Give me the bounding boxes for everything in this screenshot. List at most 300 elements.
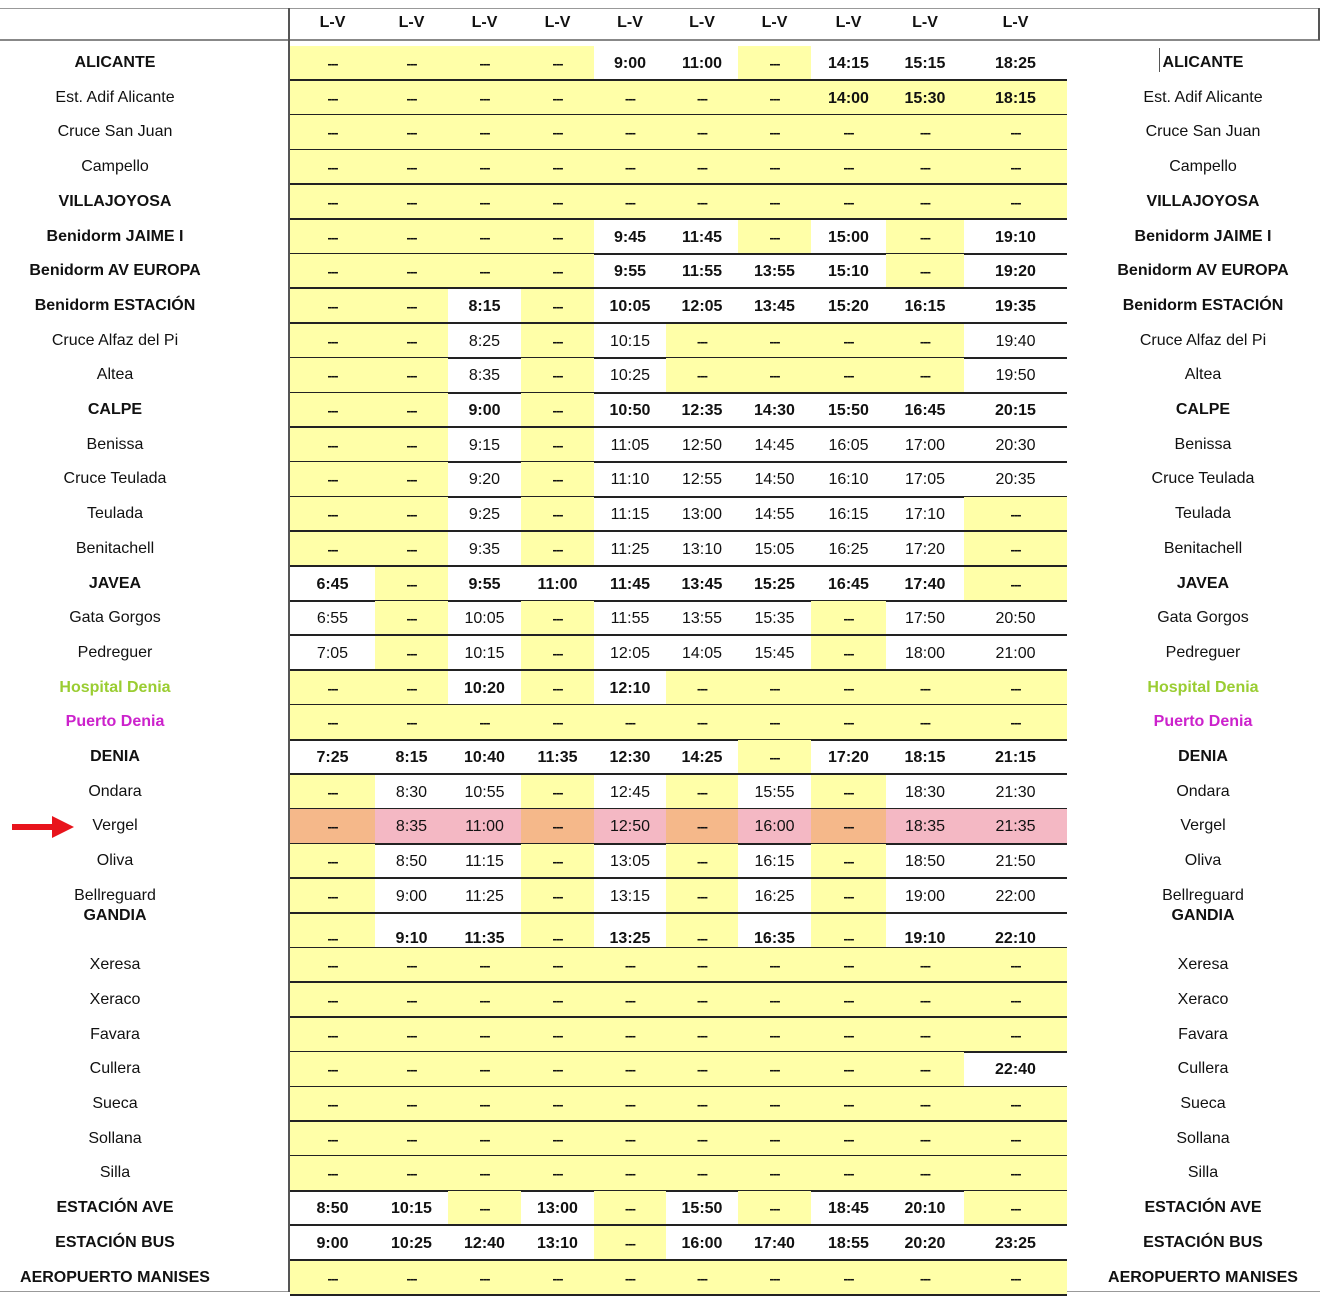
time-cell: --- [552, 194, 563, 210]
time-cell: --- [769, 1131, 780, 1147]
row-divider [290, 1224, 1067, 1226]
time-cell: --- [406, 403, 417, 418]
time-cell: --- [625, 1166, 635, 1182]
time-cell: 12:35 [681, 402, 723, 419]
time-cell: --- [552, 472, 563, 488]
station-label-right: Silla [1187, 1164, 1219, 1182]
time-cell: --- [327, 298, 338, 314]
station-label-right: Vergel [1180, 817, 1226, 835]
time-cell: --- [769, 160, 780, 176]
time-cell: 12:10 [609, 679, 651, 697]
time-cell: 12:40 [464, 1234, 505, 1252]
time-cell: 12:50 [609, 818, 651, 836]
time-cell: 8:15 [395, 749, 428, 766]
time-cell: 11:45 [609, 575, 651, 593]
time-cell: --- [479, 1027, 490, 1043]
column-header: L-V [1002, 14, 1029, 31]
column-header: L-V [544, 14, 571, 31]
time-cell: --- [843, 194, 854, 210]
station-label-left: Sollana [88, 1129, 142, 1147]
time-cell: 10:05 [609, 297, 651, 315]
time-cell: --- [552, 229, 563, 245]
station-label-left: Cruce Teulada [63, 470, 167, 488]
time-cell: 11:00 [681, 55, 723, 72]
time-cell: 13:00 [537, 1200, 578, 1218]
time-cell: --- [625, 1062, 635, 1078]
station-label-right: VILLAJOYOSA [1146, 192, 1260, 210]
time-cell: --- [769, 958, 780, 974]
time-cell: --- [406, 507, 417, 523]
time-cell: --- [552, 437, 563, 453]
time-cell: --- [327, 125, 338, 141]
station-label-right: Benissa [1174, 435, 1232, 453]
time-cell: 8:15 [468, 297, 501, 315]
time-cell: 9:00 [468, 402, 501, 419]
column-header: L-V [398, 14, 425, 31]
time-cell: --- [406, 576, 417, 592]
time-cell: 16:10 [828, 471, 869, 489]
time-cell: 13:00 [681, 506, 723, 524]
time-cell: 14:50 [754, 471, 795, 489]
time-cell: 13:15 [609, 887, 651, 905]
time-cell: 11:55 [681, 263, 723, 281]
time-cell: --- [625, 1201, 635, 1217]
time-cell: 22:10 [995, 929, 1036, 947]
time-cell: --- [920, 125, 930, 141]
time-cell: 19:35 [995, 297, 1036, 315]
time-cell: --- [1010, 680, 1021, 696]
time-cell: --- [479, 1097, 490, 1112]
time-cell: --- [843, 1062, 854, 1078]
time-cell: --- [552, 368, 563, 384]
time-cell: 6:45 [316, 575, 349, 593]
time-cell: --- [1010, 541, 1021, 557]
time-cell: 10:50 [609, 402, 651, 419]
time-cell: --- [552, 958, 563, 974]
time-cell: 15:05 [754, 540, 795, 558]
time-cell: 13:10 [681, 540, 723, 558]
time-cell: --- [843, 368, 854, 384]
time-cell: 19:40 [995, 332, 1036, 350]
time-cell: --- [552, 1062, 563, 1078]
time-cell: --- [843, 784, 854, 800]
station-label-left: Altea [96, 366, 134, 384]
time-cell: 18:25 [995, 55, 1036, 72]
time-cell: --- [697, 333, 707, 349]
time-cell: 23:25 [995, 1234, 1036, 1252]
time-cell: --- [552, 333, 563, 349]
time-cell: --- [769, 56, 780, 71]
time-cell: --- [479, 1270, 490, 1286]
station-label-right: ESTACIÓN AVE [1144, 1199, 1262, 1217]
time-cell: --- [843, 160, 854, 176]
time-cell: --- [479, 90, 490, 106]
time-cell: 10:20 [464, 679, 505, 697]
time-cell: --- [697, 819, 707, 835]
time-cell: --- [843, 1166, 854, 1182]
time-cell: 14:15 [828, 55, 869, 72]
time-cell: --- [697, 784, 707, 800]
time-cell: 16:05 [828, 436, 869, 454]
station-label-left: Favara [90, 1025, 140, 1043]
time-cell: 17:20 [828, 749, 869, 766]
time-cell: 12:05 [681, 297, 723, 315]
time-cell: 16:35 [754, 929, 795, 947]
time-cell: --- [1010, 1027, 1021, 1043]
time-cell: --- [406, 472, 417, 488]
time-cell: --- [327, 403, 338, 418]
time-cell: 17:50 [904, 610, 946, 628]
time-cell: 12:50 [681, 436, 723, 454]
time-cell: --- [1010, 958, 1021, 974]
time-cell: --- [843, 1131, 854, 1147]
time-cell: --- [769, 333, 780, 349]
time-cell: --- [625, 958, 635, 974]
time-cell: --- [406, 680, 417, 696]
time-cell: 11:10 [610, 471, 650, 489]
column-header: L-V [319, 14, 346, 31]
time-cell: --- [327, 854, 338, 870]
time-cell: --- [920, 368, 930, 384]
station-label-left: Hospital Denia [59, 678, 171, 696]
time-cell: 11:35 [464, 929, 505, 947]
station-label-right: Benidorm JAIME I [1134, 227, 1272, 245]
station-label-left: Gata Gorgos [69, 609, 161, 627]
column-header: L-V [761, 14, 788, 31]
time-cell: 15:35 [754, 610, 795, 628]
time-cell: --- [327, 229, 338, 245]
time-cell: 21:15 [995, 749, 1036, 766]
station-label-right: JAVEA [1176, 574, 1230, 592]
time-cell: 14:00 [828, 89, 869, 107]
time-cell: --- [920, 958, 930, 974]
time-cell: --- [1010, 1201, 1021, 1217]
time-cell: 10:40 [464, 749, 505, 766]
time-cell: --- [406, 125, 417, 141]
time-cell: --- [697, 368, 707, 384]
time-cell: 11:35 [537, 749, 578, 766]
time-cell: --- [920, 1062, 930, 1078]
station-label-left: ESTACIÓN BUS [55, 1233, 175, 1251]
time-cell: --- [479, 194, 490, 210]
row-divider [290, 1294, 1067, 1296]
time-cell: --- [327, 819, 338, 835]
time-cell: --- [406, 56, 417, 71]
station-label-left: Cullera [89, 1060, 141, 1078]
time-cell: --- [843, 888, 854, 904]
station-label-right: Bellreguard [1162, 886, 1244, 904]
time-cell: --- [625, 992, 635, 1008]
time-cell: 13:45 [754, 297, 795, 315]
time-cell: --- [769, 1097, 780, 1112]
time-cell: --- [1010, 1097, 1021, 1112]
time-cell: --- [769, 750, 780, 765]
time-cell: --- [697, 90, 707, 106]
time-cell: --- [552, 507, 563, 523]
time-cell: --- [1010, 507, 1021, 523]
time-cell: 9:45 [613, 228, 647, 246]
station-label-right: Est. Adif Alicante [1143, 88, 1263, 106]
time-cell: --- [843, 715, 854, 731]
station-label-left: Benissa [86, 435, 144, 453]
time-cell: 14:55 [754, 506, 795, 524]
time-cell: --- [552, 611, 563, 627]
time-cell: --- [406, 90, 417, 106]
time-cell: --- [843, 854, 854, 870]
time-cell: --- [479, 56, 490, 71]
time-cell: --- [843, 125, 854, 141]
time-cell: 13:55 [754, 263, 795, 281]
time-cell: --- [1010, 160, 1021, 176]
time-cell: --- [697, 958, 707, 974]
time-cell: --- [625, 1270, 635, 1286]
time-cell: 8:35 [395, 818, 428, 836]
time-cell: 9:00 [395, 887, 428, 905]
station-label-right: Cruce San Juan [1145, 123, 1261, 141]
time-cell: --- [625, 125, 635, 141]
station-label-left: Teulada [86, 505, 144, 523]
time-cell: --- [327, 1166, 338, 1182]
station-label-left: Sueca [92, 1095, 138, 1112]
time-cell: --- [843, 333, 854, 349]
time-cell: --- [327, 1027, 338, 1043]
time-cell: --- [1010, 1270, 1021, 1286]
time-cell: 16:15 [828, 506, 869, 524]
station-label-right: Cullera [1177, 1060, 1229, 1078]
time-cell: --- [552, 645, 563, 661]
time-cell: --- [920, 1027, 930, 1043]
station-label-left: Vergel [92, 817, 138, 835]
top-border [0, 8, 1320, 9]
time-cell: --- [327, 90, 338, 106]
time-cell: --- [769, 1270, 780, 1286]
time-cell: --- [479, 1166, 490, 1182]
time-cell: --- [697, 680, 707, 696]
time-cell: --- [327, 507, 338, 523]
time-cell: --- [406, 333, 417, 349]
time-cell: --- [552, 541, 563, 557]
time-cell: 15:15 [904, 55, 946, 72]
time-cell: --- [552, 1166, 563, 1182]
time-cell: --- [697, 1131, 707, 1147]
station-label-left: Benitachell [75, 539, 155, 557]
time-cell: --- [552, 992, 563, 1008]
time-cell: 17:40 [754, 1234, 795, 1252]
station-label-right: Xeraco [1177, 990, 1229, 1008]
time-cell: 9:55 [468, 575, 501, 593]
time-cell: 14:30 [754, 402, 795, 419]
time-cell: 18:45 [828, 1200, 869, 1218]
station-label-right: Puerto Denia [1153, 713, 1253, 731]
station-label-right: Ondara [1176, 782, 1230, 800]
header-bottom-border [0, 39, 1320, 41]
time-cell: --- [920, 194, 930, 210]
time-cell: --- [479, 229, 490, 245]
station-label-right: Sollana [1176, 1129, 1230, 1147]
time-cell: 9:00 [316, 1234, 349, 1252]
station-label-right: Gata Gorgos [1157, 609, 1249, 627]
time-cell: --- [625, 1027, 635, 1043]
time-cell: --- [769, 194, 780, 210]
time-cell: 16:45 [828, 575, 869, 593]
time-cell: 11:45 [681, 228, 723, 246]
time-cell: --- [327, 437, 338, 453]
time-cell: --- [697, 194, 707, 210]
time-cell: --- [479, 715, 490, 731]
time-cell: 15:55 [754, 783, 795, 801]
time-cell: --- [406, 1270, 417, 1286]
time-cell: --- [327, 333, 338, 349]
time-cell: 8:50 [316, 1200, 349, 1218]
station-label-right: ALICANTE [1162, 54, 1244, 71]
time-cell: --- [625, 90, 635, 106]
time-cell: --- [697, 888, 707, 904]
time-cell: --- [327, 680, 338, 696]
time-cell: --- [552, 1097, 563, 1112]
time-cell: --- [327, 368, 338, 384]
time-cell: 6:55 [316, 610, 349, 628]
time-cell: 18:00 [904, 644, 946, 662]
time-cell: --- [769, 680, 780, 696]
time-cell: --- [479, 1131, 490, 1147]
station-label-right: Sueca [1180, 1095, 1226, 1112]
time-cell: 15:20 [828, 297, 869, 315]
time-cell: 10:55 [464, 783, 505, 801]
station-label-right: GANDIA [1171, 906, 1235, 924]
time-cell: 15:50 [681, 1200, 723, 1218]
time-cell: --- [327, 930, 338, 946]
station-label-left: Pedreguer [77, 643, 153, 661]
time-cell: --- [843, 611, 854, 627]
time-cell: --- [920, 715, 930, 731]
station-label-right: Altea [1184, 366, 1222, 384]
time-cell: 11:55 [610, 610, 650, 628]
time-cell: 20:30 [995, 436, 1036, 454]
time-cell: 19:00 [904, 887, 946, 905]
time-cell: 19:20 [995, 263, 1036, 281]
time-cell: --- [843, 1097, 854, 1112]
time-cell: --- [327, 541, 338, 557]
time-cell: --- [552, 854, 563, 870]
time-cell: --- [697, 715, 707, 731]
station-label-left: ESTACIÓN AVE [56, 1199, 174, 1217]
time-cell: 9:55 [613, 263, 647, 281]
station-label-right: Cruce Alfaz del Pi [1139, 331, 1267, 349]
time-cell: --- [327, 194, 338, 210]
station-label-right: ESTACIÓN BUS [1143, 1233, 1263, 1251]
time-cell: 12:30 [609, 749, 651, 766]
time-cell: --- [769, 90, 780, 106]
time-cell: 14:25 [681, 749, 723, 766]
time-cell: --- [1010, 1131, 1021, 1147]
time-cell: 11:05 [610, 436, 650, 454]
time-cell: --- [552, 888, 563, 904]
time-cell: --- [479, 1201, 490, 1217]
time-cell: 13:10 [537, 1234, 578, 1252]
time-cell: 20:15 [995, 402, 1036, 419]
time-cell: --- [327, 56, 338, 71]
time-cell: 7:25 [316, 749, 349, 766]
column-header: L-V [689, 14, 715, 31]
time-cell: --- [552, 56, 563, 71]
time-cell: --- [406, 611, 417, 627]
time-cell: 8:25 [468, 332, 501, 350]
time-cell: 18:15 [995, 89, 1036, 107]
column-header: L-V [471, 14, 498, 31]
time-cell: --- [920, 333, 930, 349]
time-cell: --- [625, 1235, 635, 1251]
time-cell: 11:00 [537, 575, 578, 593]
time-cell: --- [406, 229, 417, 245]
time-cell: --- [552, 680, 563, 696]
time-cell: 11:15 [610, 506, 650, 524]
time-cell: --- [769, 1166, 780, 1182]
time-cell: 14:45 [754, 436, 795, 454]
time-cell: --- [552, 90, 563, 106]
station-label-left: AEROPUERTO MANISES [20, 1268, 210, 1286]
time-cell: 8:30 [395, 783, 428, 801]
station-label-left: Cruce San Juan [57, 123, 173, 141]
time-cell: --- [552, 715, 563, 731]
time-cell: 15:30 [904, 89, 946, 107]
time-cell: 9:35 [468, 540, 501, 558]
time-cell: --- [406, 437, 417, 453]
station-label-right: Hospital Denia [1147, 678, 1259, 696]
time-cell: --- [552, 403, 563, 418]
station-label-left: Silla [99, 1164, 131, 1182]
time-cell: --- [327, 160, 338, 176]
station-label-left: GANDIA [83, 906, 147, 924]
time-cell: --- [327, 958, 338, 974]
time-cell: --- [697, 854, 707, 870]
time-cell: --- [697, 125, 707, 141]
station-label-right: Xeresa [1177, 956, 1229, 974]
time-cell: 13:25 [609, 929, 651, 947]
time-cell: --- [406, 541, 417, 557]
station-label-right: Teulada [1174, 505, 1232, 523]
time-cell: --- [406, 1062, 417, 1078]
time-cell: 9:10 [395, 929, 428, 947]
time-cell: --- [406, 264, 417, 280]
time-cell: 9:20 [468, 471, 501, 489]
time-cell: --- [697, 1166, 707, 1182]
time-cell: --- [920, 1270, 930, 1286]
time-cell: --- [406, 715, 417, 731]
station-label-left: Benidorm ESTACIÓN [34, 296, 196, 314]
time-cell: 11:25 [465, 887, 504, 905]
time-cell: --- [697, 160, 707, 176]
station-label-right: Benidorm AV EUROPA [1117, 262, 1289, 280]
arrow-icon [12, 816, 74, 838]
station-label-left: Puerto Denia [65, 713, 165, 731]
time-cell: 7:05 [316, 644, 349, 662]
time-cell: 15:00 [828, 228, 869, 246]
time-cell: --- [920, 1097, 930, 1112]
time-cell: 11:15 [465, 853, 504, 871]
time-cell: --- [479, 264, 490, 280]
time-cell: --- [479, 125, 490, 141]
time-cell: 17:00 [904, 436, 946, 454]
station-label-left: Est. Adif Alicante [55, 88, 175, 106]
station-label-left: Benidorm AV EUROPA [29, 262, 201, 280]
station-label-right: Campello [1169, 158, 1237, 176]
time-cell: --- [1010, 1166, 1021, 1182]
station-label-left: Oliva [96, 852, 134, 870]
time-cell: --- [552, 298, 563, 314]
time-cell: 10:15 [464, 644, 505, 662]
time-cell: 11:00 [465, 818, 504, 836]
time-cell: --- [769, 1027, 780, 1043]
